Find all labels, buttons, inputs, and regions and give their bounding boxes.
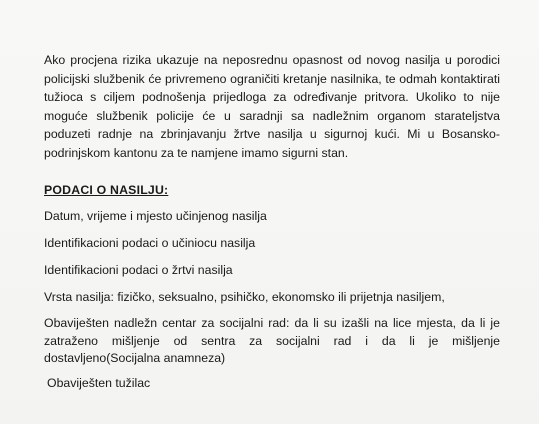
list-item: Identifikacioni podaci o žrtvi nasilja — [44, 263, 233, 277]
list-item: Datum, vrijeme i mjesto učinjenog nasilja — [44, 209, 267, 223]
list-item: Vrsta nasilja: fizičko, seksualno, psihičko, ekonomsko ili prijetnja nasiljem, — [44, 290, 445, 304]
intro-paragraph: Ako procjena rizika ukazuje na neposrednu opasnost od novog nasilja u porodici policijski službenik će privremeno ograničiti kretanje nasilnika, te odmah kontaktirati tužioca s ciljem podnošenja prijedloga za određivanje pritvora. Ukoliko to nije moguće službenik policije će u saradnji sa nadležnim organom starateljstva poduzeti radnje na zbrinjavanju žrtve nasilja u sigurnoj kući. Mi u Bosansko-podrinjskom kantonu za te namjene imamo sigurni stan. — [44, 53, 500, 160]
list-item: Obaviješten tužilac — [47, 376, 151, 390]
list-item: Identifikacioni podaci o učiniocu nasilja — [44, 236, 256, 250]
list-item: Obaviješten nadležn centar za socijalni rad: da li su izašli na lice mjesta, da li je zatraženo mišljenje od sentra za socijalni rad i da li je mišljenje dostavljeno(Socijalna anamneza) — [44, 316, 500, 365]
section-heading: PODACI O NASILJU: — [44, 183, 169, 197]
